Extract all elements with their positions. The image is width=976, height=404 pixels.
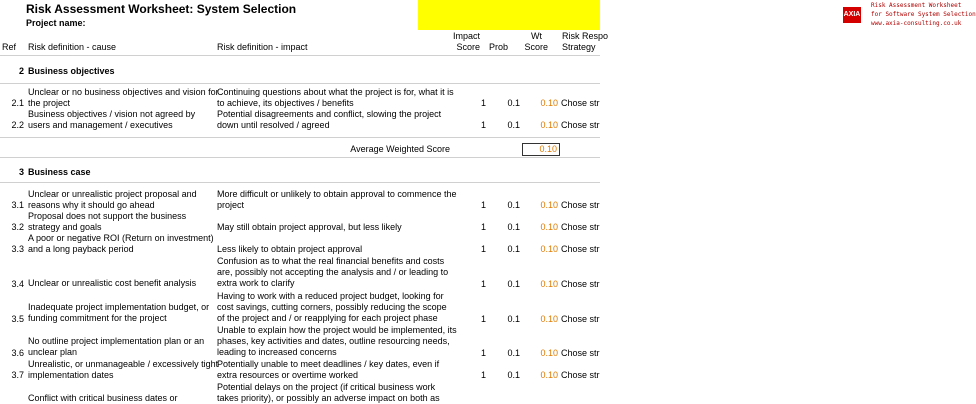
prob-cell[interactable]: 0.1 (507, 200, 520, 210)
wt-score-cell: 0.10 (540, 200, 558, 210)
impact-score-cell[interactable]: 1 (480, 200, 486, 210)
wt-score-cell: 0.10 (540, 314, 558, 324)
banner-line-2: for Software System Selection (871, 11, 976, 18)
impact-cell: takes priority), or possibly an adverse impact on both as (217, 393, 440, 403)
impact-cell: Potential delays on the project (if critical business work (217, 382, 436, 392)
ref-cell: 2.2 (11, 120, 24, 130)
cause-cell: A poor or negative ROI (Return on investment) (28, 233, 214, 243)
average-weighted-score-label: Average Weighted Score (350, 144, 450, 154)
wt-score-cell: 0.10 (540, 120, 558, 130)
prob-cell[interactable]: 0.1 (507, 279, 520, 289)
col-header-impact: Risk definition - impact (217, 42, 308, 52)
cause-cell: implementation dates (28, 370, 114, 380)
strategy-cell[interactable]: Chose str (561, 120, 600, 130)
col-header-prob: Prob (488, 42, 508, 52)
impact-cell: are, possibly not accepting the analysis and / or leading to (217, 267, 449, 277)
col-header-impact-score-2: Score (456, 42, 480, 52)
cause-cell: strategy and goals (28, 222, 102, 232)
strategy-cell[interactable]: Chose str (561, 279, 600, 289)
row-divider (0, 137, 600, 138)
impact-score-cell[interactable]: 1 (480, 279, 486, 289)
impact-cell: leading to increased concerns (217, 347, 337, 357)
prob-cell[interactable]: 0.1 (507, 222, 520, 232)
impact-cell: Unable to explain how the project would be implemented, its (217, 325, 457, 335)
col-header-impact-score-1: Impact (452, 31, 480, 41)
section-title: Business case (28, 167, 91, 177)
section-title: Business objectives (28, 66, 115, 76)
wt-score-cell: 0.10 (540, 244, 558, 254)
strategy-cell[interactable]: Chose str (561, 314, 600, 324)
cause-cell: Inadequate project implementation budget, or (28, 302, 210, 312)
impact-cell: extra resources or overtime worked (217, 370, 359, 380)
ref-cell: 3.6 (11, 348, 24, 358)
cause-cell: the project (28, 98, 71, 108)
prob-cell[interactable]: 0.1 (507, 98, 520, 108)
ref-cell: 3.1 (11, 200, 24, 210)
impact-cell: Potentially unable to meet deadlines / key dates, even if (217, 359, 440, 369)
col-header-wt-1: Wt (531, 31, 542, 41)
impact-cell: extra work to clarify (217, 278, 295, 288)
cause-cell: Unrealistic, or unmanageable / excessively tight (28, 359, 219, 369)
prob-cell[interactable]: 0.1 (507, 314, 520, 324)
banner-line-1: Risk Assessment Worksheet (871, 2, 962, 9)
impact-cell: Potential disagreements and conflict, slowing the project (217, 109, 442, 119)
cause-cell: reasons why it should go ahead (28, 200, 155, 210)
impact-cell: cost savings, cutting corners, possibly reducing the scope (217, 302, 447, 312)
ref-cell: 3.2 (11, 222, 24, 232)
cause-cell: users and management / executives (28, 120, 173, 130)
strategy-cell[interactable]: Chose str (561, 222, 600, 232)
impact-score-cell[interactable]: 1 (480, 348, 486, 358)
wt-score-cell: 0.10 (540, 222, 558, 232)
wt-score-cell: 0.10 (540, 279, 558, 289)
impact-cell: Having to work with a reduced project budget, looking for (217, 291, 444, 301)
impact-cell: of the project and / or reapplying for each project phase (217, 313, 438, 323)
col-header-wt-2: Score (524, 42, 548, 52)
row-divider (0, 182, 600, 183)
prob-cell[interactable]: 0.1 (507, 348, 520, 358)
impact-cell: to achieve, its objectives / benefits (217, 98, 354, 108)
col-header-response-1: Risk Respo (562, 31, 609, 41)
ref-cell: 2.1 (11, 98, 24, 108)
col-header-response-2: Strategy (562, 42, 596, 52)
prob-cell[interactable]: 0.1 (507, 370, 520, 380)
cause-cell: unclear plan (28, 347, 78, 357)
cause-cell: Proposal does not support the business (28, 211, 187, 221)
header-divider (0, 55, 600, 56)
section-number: 2 (18, 66, 24, 76)
cause-cell: Business objectives / vision not agreed by (28, 109, 196, 119)
impact-score-cell[interactable]: 1 (480, 370, 486, 380)
cause-cell: Unclear or unrealistic project proposal and (28, 189, 197, 199)
banner-text (871, 1, 976, 28)
ref-cell: 3.5 (11, 314, 24, 324)
axia-banner (418, 0, 976, 30)
row-divider (0, 157, 600, 158)
impact-cell: down until resolved / agreed (217, 120, 330, 130)
strategy-cell[interactable]: Chose str (561, 98, 600, 108)
cause-cell: Unclear or no business objectives and vision for (28, 87, 219, 97)
impact-cell: project (217, 200, 245, 210)
section-number: 3 (18, 167, 24, 177)
prob-cell[interactable]: 0.1 (507, 120, 520, 130)
cause-cell: and a long payback period (28, 244, 134, 254)
row-divider (0, 83, 600, 84)
col-header-ref: Ref (2, 42, 17, 52)
axia-logo: AXIA (843, 7, 861, 23)
strategy-cell[interactable]: Chose str (561, 348, 600, 358)
strategy-cell[interactable]: Chose str (561, 200, 600, 210)
impact-score-cell[interactable]: 1 (480, 244, 486, 254)
impact-score-cell[interactable]: 1 (480, 314, 486, 324)
impact-cell: May still obtain project approval, but less likely (217, 222, 402, 232)
cause-cell: funding commitment for the project (28, 313, 167, 323)
wt-score-cell: 0.10 (540, 348, 558, 358)
wt-score-cell: 0.10 (540, 370, 558, 380)
ref-cell: 3.4 (11, 279, 24, 289)
ref-cell: 3.7 (11, 370, 24, 380)
impact-score-cell[interactable]: 1 (480, 120, 486, 130)
strategy-cell[interactable]: Chose str (561, 244, 600, 254)
wt-score-cell: 0.10 (540, 98, 558, 108)
impact-score-cell[interactable]: 1 (480, 222, 486, 232)
ref-cell: 3.3 (11, 244, 24, 254)
project-name-label: Project name: (26, 18, 86, 28)
cause-cell: Unclear or unrealistic cost benefit analysis (28, 278, 197, 288)
banner-line-3: www.axia-consulting.co.uk (871, 20, 962, 27)
cause-cell: Conflict with critical business dates or (28, 393, 178, 403)
worksheet-title: Risk Assessment Worksheet: System Selection (26, 2, 297, 16)
average-weighted-score-value: 0.10 (522, 143, 560, 156)
impact-cell: Continuing questions about what the project is for, what it is (217, 87, 454, 97)
impact-score-cell[interactable]: 1 (480, 98, 486, 108)
impact-cell: Confusion as to what the real financial benefits and costs (217, 256, 445, 266)
col-header-cause: Risk definition - cause (28, 42, 117, 52)
prob-cell[interactable]: 0.1 (507, 244, 520, 254)
strategy-cell[interactable]: Chose str (561, 370, 600, 380)
impact-cell: Less likely to obtain project approval (217, 244, 363, 254)
impact-cell: phases, key activities and dates, outline resourcing needs, (217, 336, 450, 346)
cause-cell: No outline project implementation plan or an (28, 336, 205, 346)
impact-cell: More difficult or unlikely to obtain approval to commence the (217, 189, 457, 199)
